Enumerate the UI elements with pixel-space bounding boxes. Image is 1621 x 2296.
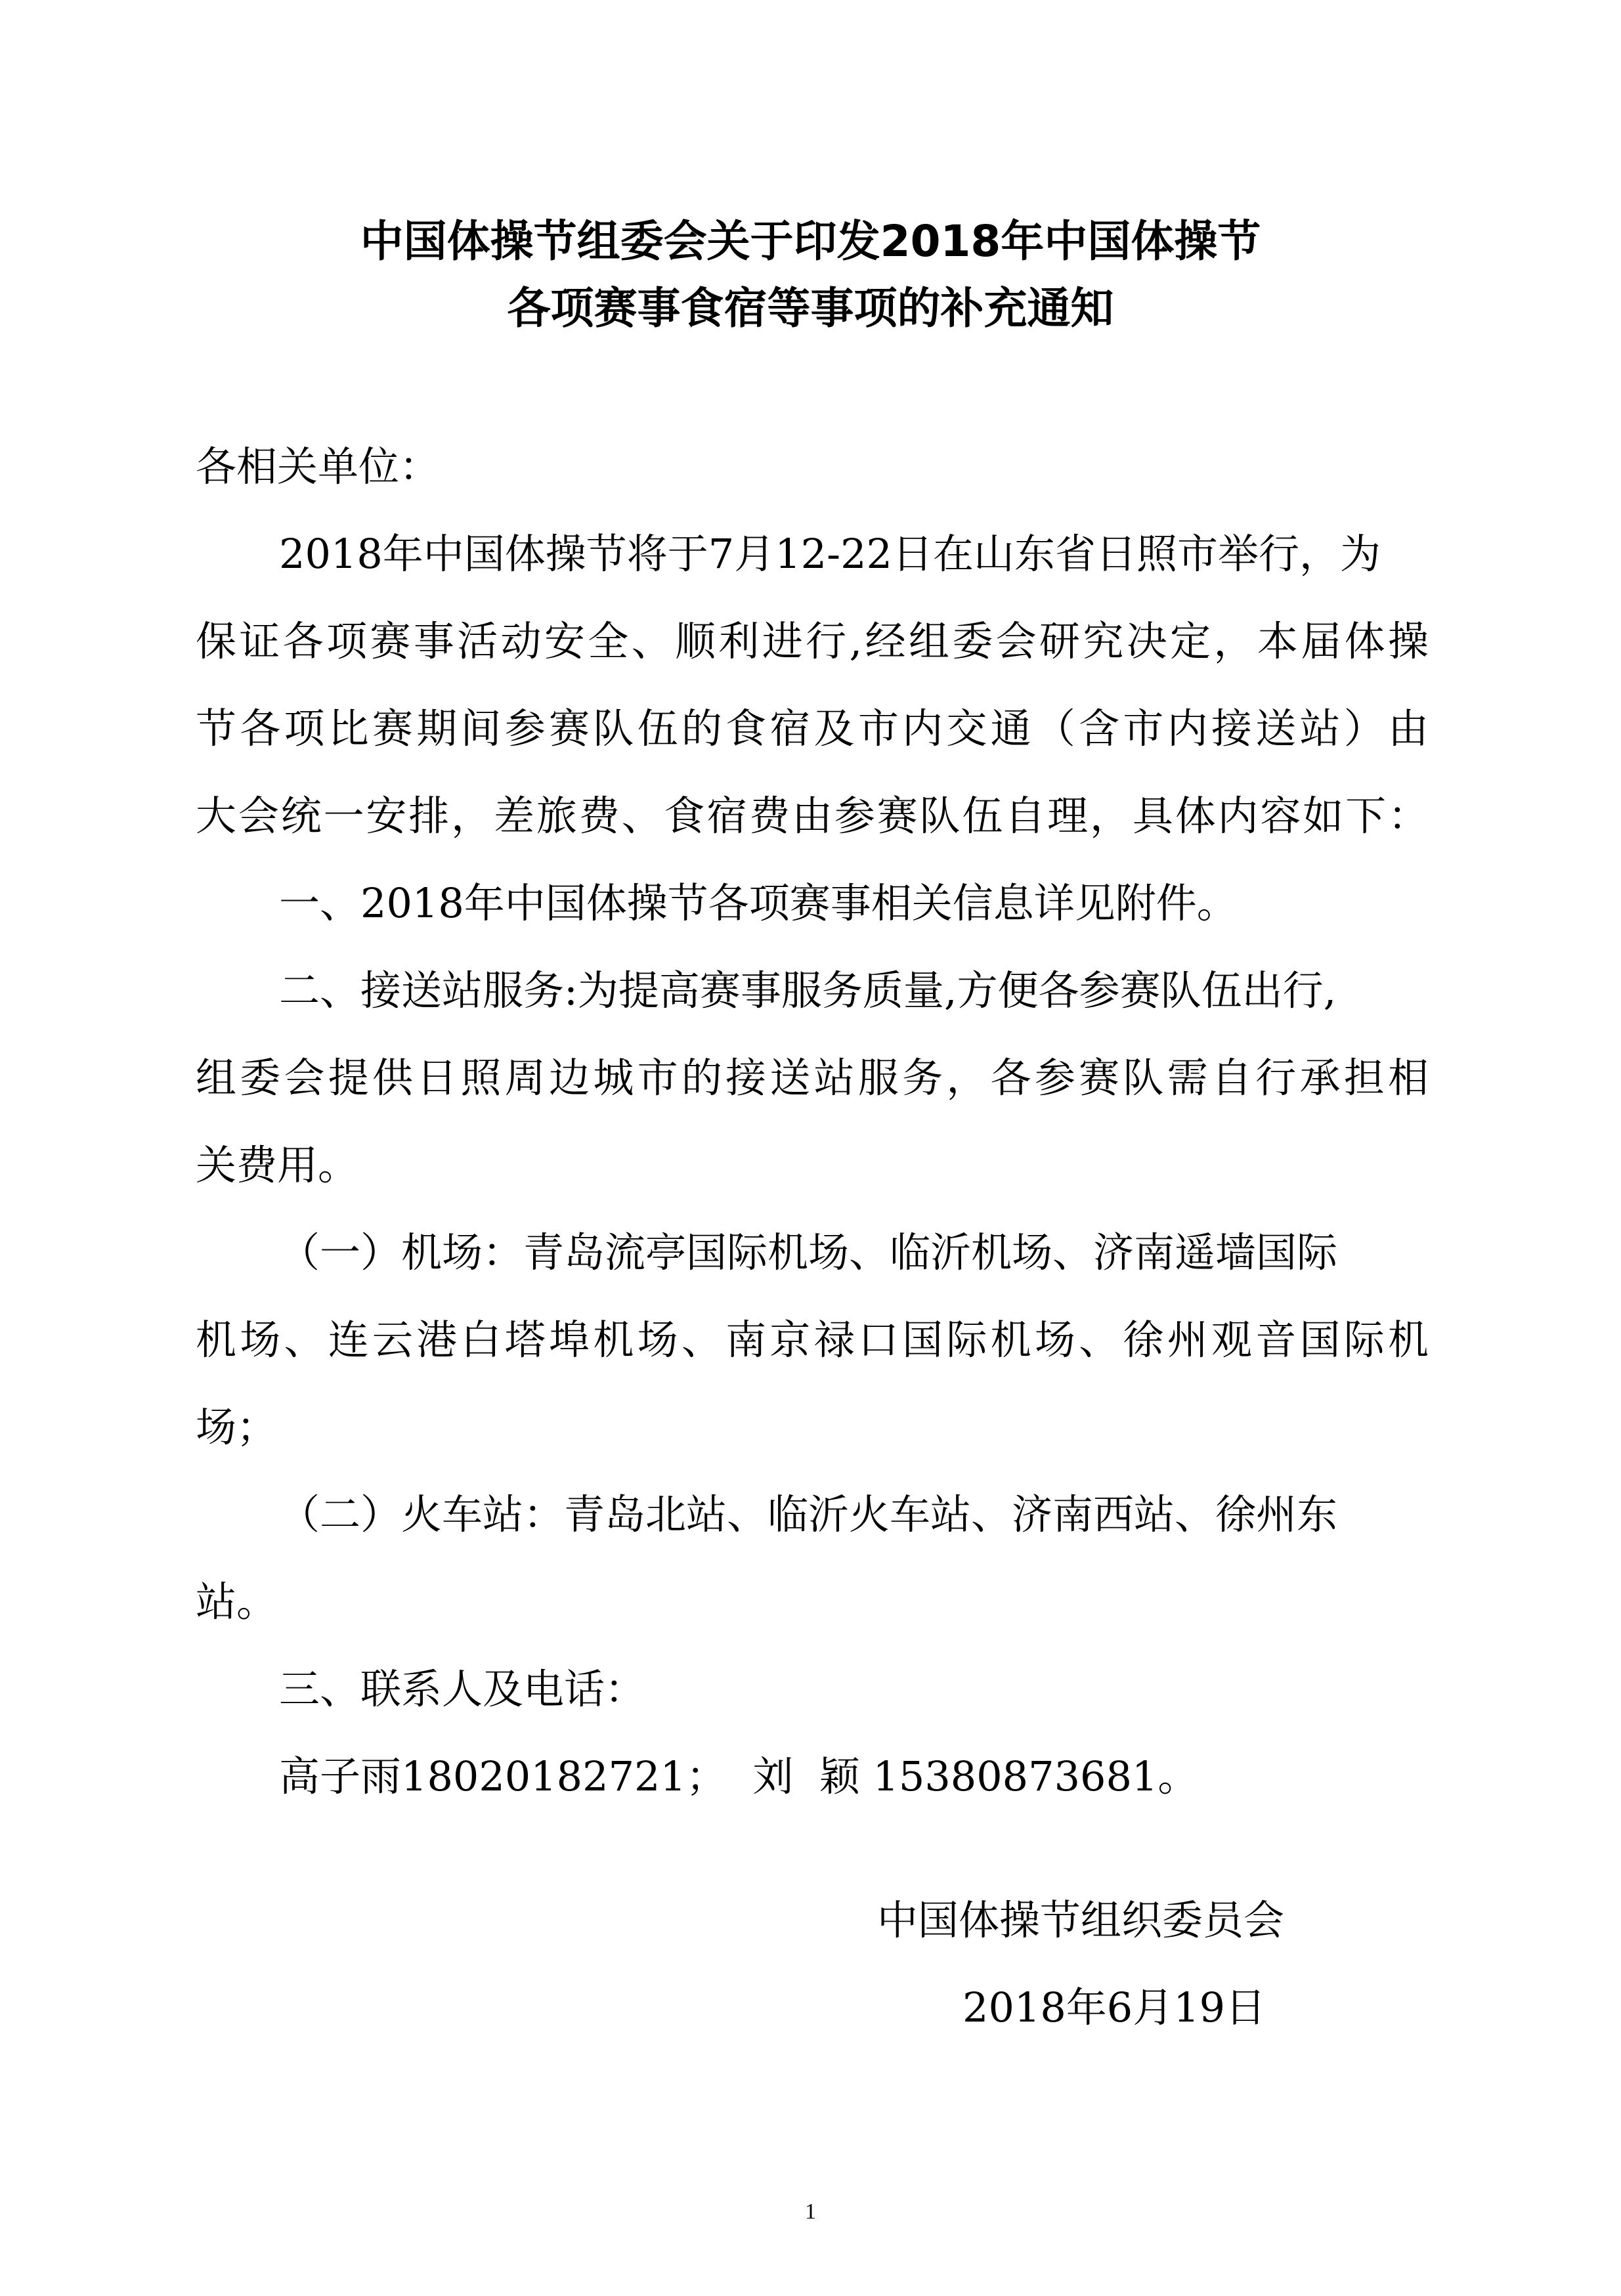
train-stations-line-2: 站。 (196, 1578, 278, 1626)
airports-line-3: 场； (196, 1403, 278, 1451)
item-2-line-3: 关费用。 (196, 1141, 359, 1189)
page-number: 1 (805, 2199, 816, 2224)
intro-line-1: 2018年中国体操节将于7月12-22日在山东省日照市举行，为 (279, 530, 1381, 578)
document-title-line-2: 各项赛事食宿等事项的补充通知 (507, 283, 1114, 334)
intro-line-3: 节各项比赛期间参赛队伍的食宿及市内交通（含市内接送站）由 (196, 704, 1429, 752)
salutation: 各相关单位： (196, 443, 441, 490)
item-2-line-2: 组委会提供日照周边城市的接送站服务，各参赛队需自行承担相 (196, 1054, 1429, 1102)
train-stations-line-1: （二）火车站：青岛北站、临沂火车站、济南西站、徐州东 (279, 1490, 1338, 1538)
contacts: 高子雨18020182721； 刘 颖 15380873681。 (279, 1752, 1199, 1800)
item-3: 三、联系人及电话： (279, 1665, 646, 1713)
document-title-line-1: 中国体操节组委会关于印发2018年中国体操节 (360, 216, 1261, 267)
airports-line-1: （一）机场：青岛流亭国际机场、临沂机场、济南遥墙国际 (279, 1228, 1338, 1276)
item-1: 一、2018年中国体操节各项赛事相关信息详见附件。 (279, 879, 1238, 927)
item-2-line-1: 二、接送站服务:为提高赛事服务质量,方便各参赛队伍出行, (279, 966, 1337, 1014)
signature-org: 中国体操节组织委员会 (877, 1896, 1285, 1944)
signature-date: 2018年6月19日 (962, 1983, 1266, 2031)
intro-line-2: 保证各项赛事活动安全、顺利进行,经组委会研究决定，本届体操 (196, 617, 1429, 665)
airports-line-2: 机场、连云港白塔埠机场、南京禄口国际机场、徐州观音国际机 (196, 1316, 1429, 1364)
intro-line-4: 大会统一安排，差旅费、食宿费由参赛队伍自理，具体内容如下： (196, 792, 1429, 840)
